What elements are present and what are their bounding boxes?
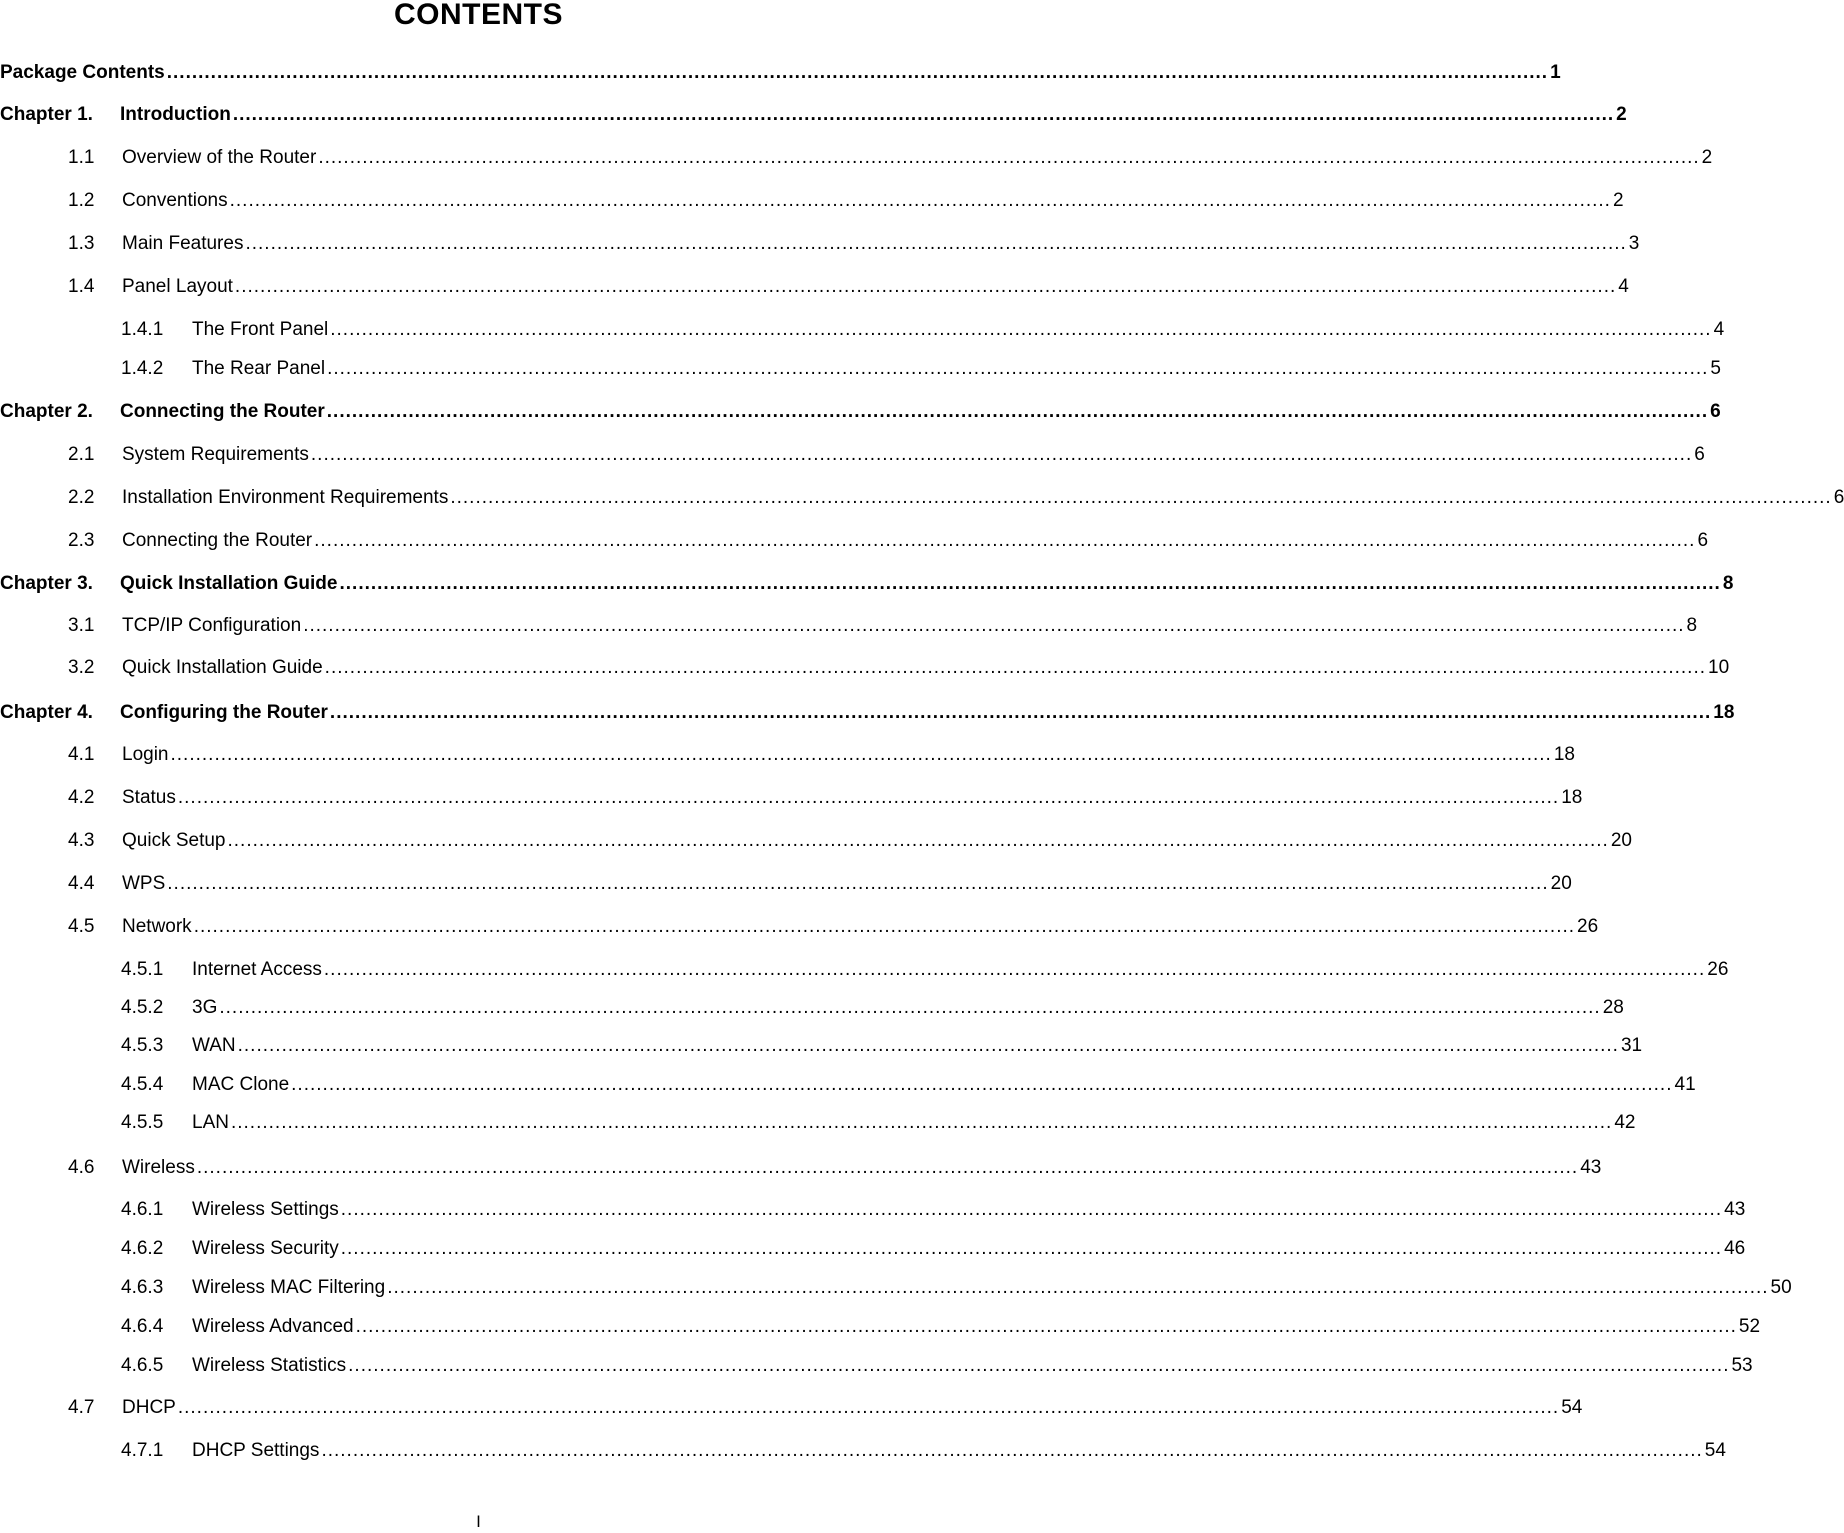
toc-entry-page: 8 [1686,615,1698,636]
toc-entry[interactable] [68,872,1572,896]
toc-entry-page: 10 [1708,657,1730,678]
toc-entry[interactable] [0,103,1627,127]
toc-entry-page: 41 [1674,1074,1696,1095]
toc-entry[interactable] [121,958,1729,982]
toc-entry-title: Introduction [120,104,231,125]
toc-entry[interactable] [121,996,1624,1020]
toc-leader-dots: ............................................................................................................................................................................................................................ [232,104,1615,125]
toc-entry[interactable] [68,614,1698,638]
toc-entry-number: 4.6 [68,1157,95,1178]
toc-entry[interactable] [68,656,1730,680]
toc-entry[interactable] [121,1237,1746,1261]
toc-entry[interactable] [0,701,1735,725]
toc-entry-page: 2 [1701,147,1713,168]
toc-entry-number: 4.7 [68,1397,95,1418]
toc-leader-dots: ............................................................................................................................................................................................................................ [227,830,1609,851]
toc-entry[interactable] [121,1315,1761,1339]
toc-leader-dots: ............................................................................................................................................................................................................................ [237,1035,1619,1056]
toc-entry-page: 2 [1616,104,1627,125]
toc-entry-number: 4.5.1 [121,959,164,980]
toc-entry-page: 6 [1710,401,1721,422]
toc-entry-page: 26 [1577,916,1599,937]
toc-entry[interactable] [68,743,1575,767]
toc-entry-page: 54 [1704,1440,1726,1461]
toc-entry-page: 2 [1612,190,1624,211]
toc-entry-number: 1.4.2 [121,358,164,379]
toc-entry-number: Chapter 1. [0,104,93,125]
toc-entry-number: 4.5.5 [121,1112,164,1133]
toc-leader-dots: ............................................................................................................................................................................................................................ [321,1440,1703,1461]
toc-entry-title: Panel Layout [122,276,233,297]
toc-leader-dots: ............................................................................................................................................................................................................................ [234,276,1617,297]
toc-entry[interactable] [121,1276,1792,1300]
toc-leader-dots: ............................................................................................................................................................................................................................ [340,1238,1723,1259]
toc-entry-number: 1.4 [68,276,95,297]
toc-entry-title: Quick Setup [122,830,226,851]
toc-entry[interactable] [68,829,1632,853]
toc-entry-title: WAN [192,1035,236,1056]
toc-entry-title: DHCP [122,1397,176,1418]
toc-leader-dots: ............................................................................................................................................................................................................................ [339,573,1721,594]
toc-entry-page: 18 [1553,744,1575,765]
toc-entry-number: Chapter 4. [0,702,93,723]
toc-entry[interactable] [68,915,1599,939]
toc-leader-dots: ............................................................................................................................................................................................................................ [318,147,1700,168]
toc-entry[interactable] [0,400,1721,424]
toc-entry-title: Connecting the Router [122,530,313,551]
toc-entry-number: 2.2 [68,487,95,508]
toc-entry-page: 46 [1724,1238,1746,1259]
toc-entry-number: 4.5.3 [121,1035,164,1056]
toc-entry-title: System Requirements [122,444,309,465]
toc-entry[interactable] [121,1354,1753,1378]
toc-entry-page: 43 [1724,1199,1746,1220]
toc-entry-title: MAC Clone [192,1074,290,1095]
toc-leader-dots: ............................................................................................................................................................................................................................ [177,787,1560,808]
toc-entry-number: 1.4.1 [121,319,164,340]
toc-entry-title: Wireless Settings [192,1199,339,1220]
toc-entry-number: 4.7.1 [121,1440,164,1461]
toc-entry-page: 4 [1618,276,1629,297]
toc-entry[interactable] [68,486,1844,510]
toc-entry[interactable] [68,232,1640,256]
toc-entry-title: Installation Environment Requirements [122,487,449,508]
toc-entry-number: 3.2 [68,657,95,678]
toc-leader-dots: ............................................................................................................................................................................................................................ [314,530,1696,551]
toc-entry-title: Overview of the Router [122,147,317,168]
toc-entry-title: Main Features [122,233,244,254]
toc-entry-title: Wireless Security [192,1238,339,1259]
toc-entry-title: The Rear Panel [192,358,326,379]
toc-leader-dots: ............................................................................................................................................................................................................................ [230,1112,1613,1133]
toc-entry-title: Status [122,787,176,808]
toc-entry-title: Package Contents [0,62,165,83]
toc-entry-title: Conventions [122,190,228,211]
toc-entry-title: Wireless [122,1157,195,1178]
toc-leader-dots: ............................................................................................................................................................................................................................ [196,1157,1579,1178]
toc-entry-page: 28 [1602,997,1624,1018]
toc-entry[interactable] [68,1156,1602,1180]
toc-entry-page: 5 [1710,358,1721,379]
toc-leader-dots: ............................................................................................................................................................................................................................ [170,744,1552,765]
toc-entry-title: Internet Access [192,959,322,980]
toc-entry-page: 20 [1550,873,1572,894]
toc-entry-title: WPS [122,873,166,894]
toc-entry[interactable] [68,786,1583,810]
toc-entry-number: 4.6.1 [121,1199,164,1220]
toc-entry-page: 50 [1770,1277,1792,1298]
toc-entry-page: 4 [1713,319,1725,340]
toc-entry-page: 52 [1738,1316,1761,1337]
toc-entry-number: 4.4 [68,873,95,894]
toc-entry-number: 4.1 [68,744,95,765]
toc-entry-number: 2.3 [68,530,95,551]
toc-entry-number: 4.6.2 [121,1238,164,1259]
toc-entry-title: Wireless Statistics [192,1355,347,1376]
toc-entry-number: 4.6.3 [121,1277,164,1298]
toc-entry-number: 2.1 [68,444,95,465]
toc-entry[interactable] [121,1034,1643,1058]
toc-leader-dots: ............................................................................................................................................................................................................................ [329,702,1712,723]
toc-entry-page: 6 [1697,530,1709,551]
toc-leader-dots: ............................................................................................................................................................................................................................ [219,997,1601,1018]
toc-entry-number: 1.2 [68,190,95,211]
toc-entry[interactable] [68,1396,1583,1420]
toc-leader-dots: ............................................................................................................................................................................................................................ [340,1199,1723,1220]
toc-entry-title: Wireless Advanced [192,1316,354,1337]
toc-entry[interactable] [68,443,1705,467]
page-title: CONTENTS [394,0,563,31]
toc-entry-title: Quick Installation Guide [122,657,323,678]
toc-leader-dots: ............................................................................................................................................................................................................................ [291,1074,1673,1095]
toc-entry[interactable] [68,189,1624,213]
toc-entry[interactable] [0,61,1561,85]
toc-leader-dots: ............................................................................................................................................................................................................................ [167,873,1549,894]
toc-entry-title: DHCP Settings [192,1440,320,1461]
toc-entry-title: Configuring the Router [120,702,328,723]
toc-entry-title: 3G [192,997,218,1018]
toc-entry-number: 4.5.2 [121,997,164,1018]
toc-entry-title: Wireless MAC Filtering [192,1277,386,1298]
toc-entry-number: 1.1 [68,147,95,168]
toc-leader-dots: ............................................................................................................................................................................................................................ [323,959,1706,980]
toc-leader-dots: ............................................................................................................................................................................................................................ [229,190,1611,211]
toc-entry-page: 1 [1550,62,1561,83]
toc-leader-dots: ............................................................................................................................................................................................................................ [348,1355,1730,1376]
toc-entry-page: 31 [1620,1035,1643,1056]
toc-entry-page: 18 [1561,787,1583,808]
page-number: I [476,1512,481,1531]
toc-entry-number: 4.6.4 [121,1316,164,1337]
toc-entry-page: 43 [1580,1157,1602,1178]
toc-entry-page: 8 [1722,573,1734,594]
toc-entry-number: 1.3 [68,233,95,254]
toc-entry[interactable] [121,1439,1726,1463]
toc-entry[interactable] [68,275,1629,299]
toc-entry-page: 20 [1610,830,1632,851]
toc-leader-dots: ............................................................................................................................................................................................................................ [450,487,1832,508]
toc-entry-title: Quick Installation Guide [120,573,338,594]
toc-leader-dots: ............................................................................................................................................................................................................................ [327,358,1709,379]
toc-entry-title: LAN [192,1112,229,1133]
toc-entry-page: 6 [1694,444,1705,465]
toc-leader-dots: ............................................................................................................................................................................................................................ [326,401,1709,422]
toc-leader-dots: ............................................................................................................................................................................................................................ [355,1316,1737,1337]
toc-leader-dots: ............................................................................................................................................................................................................................ [166,62,1549,83]
toc-entry-number: 4.3 [68,830,95,851]
toc-entry-title: TCP/IP Configuration [122,615,302,636]
toc-entry-number: 4.6.5 [121,1355,164,1376]
toc-entry-number: 4.2 [68,787,95,808]
toc-leader-dots: ............................................................................................................................................................................................................................ [193,916,1576,937]
toc-leader-dots: ............................................................................................................................................................................................................................ [177,1397,1560,1418]
toc-entry-number: Chapter 3. [0,573,93,594]
toc-entry[interactable] [121,318,1725,342]
toc-leader-dots: ............................................................................................................................................................................................................................ [387,1277,1769,1298]
toc-entry-page: 42 [1614,1112,1636,1133]
toc-entry[interactable] [121,357,1721,381]
toc-entry-title: Network [122,916,192,937]
toc-leader-dots: ............................................................................................................................................................................................................................ [303,615,1685,636]
toc-entry[interactable] [121,1073,1696,1097]
toc-entry[interactable] [121,1111,1636,1135]
toc-entry-number: 4.5 [68,916,95,937]
toc-entry[interactable] [121,1198,1746,1222]
toc-leader-dots: ............................................................................................................................................................................................................................ [310,444,1693,465]
toc-entry-title: Connecting the Router [120,401,325,422]
toc-entry-page: 6 [1833,487,1844,508]
toc-entry-page: 53 [1731,1355,1753,1376]
toc-leader-dots: ............................................................................................................................................................................................................................ [324,657,1707,678]
toc-entry-title: The Front Panel [192,319,329,340]
toc-entry[interactable] [0,572,1734,596]
toc-entry-number: Chapter 2. [0,401,93,422]
toc-leader-dots: ............................................................................................................................................................................................................................ [245,233,1627,254]
toc-entry-title: Login [122,744,169,765]
toc-entry-page: 3 [1628,233,1640,254]
toc-entry[interactable] [68,146,1713,170]
toc-entry-number: 4.5.4 [121,1074,164,1095]
toc-entry-page: 18 [1713,702,1735,723]
toc-entry-number: 3.1 [68,615,95,636]
toc-entry[interactable] [68,529,1709,553]
toc-entry-page: 26 [1707,959,1729,980]
toc-entry-page: 54 [1561,1397,1583,1418]
toc-leader-dots: ............................................................................................................................................................................................................................ [330,319,1712,340]
